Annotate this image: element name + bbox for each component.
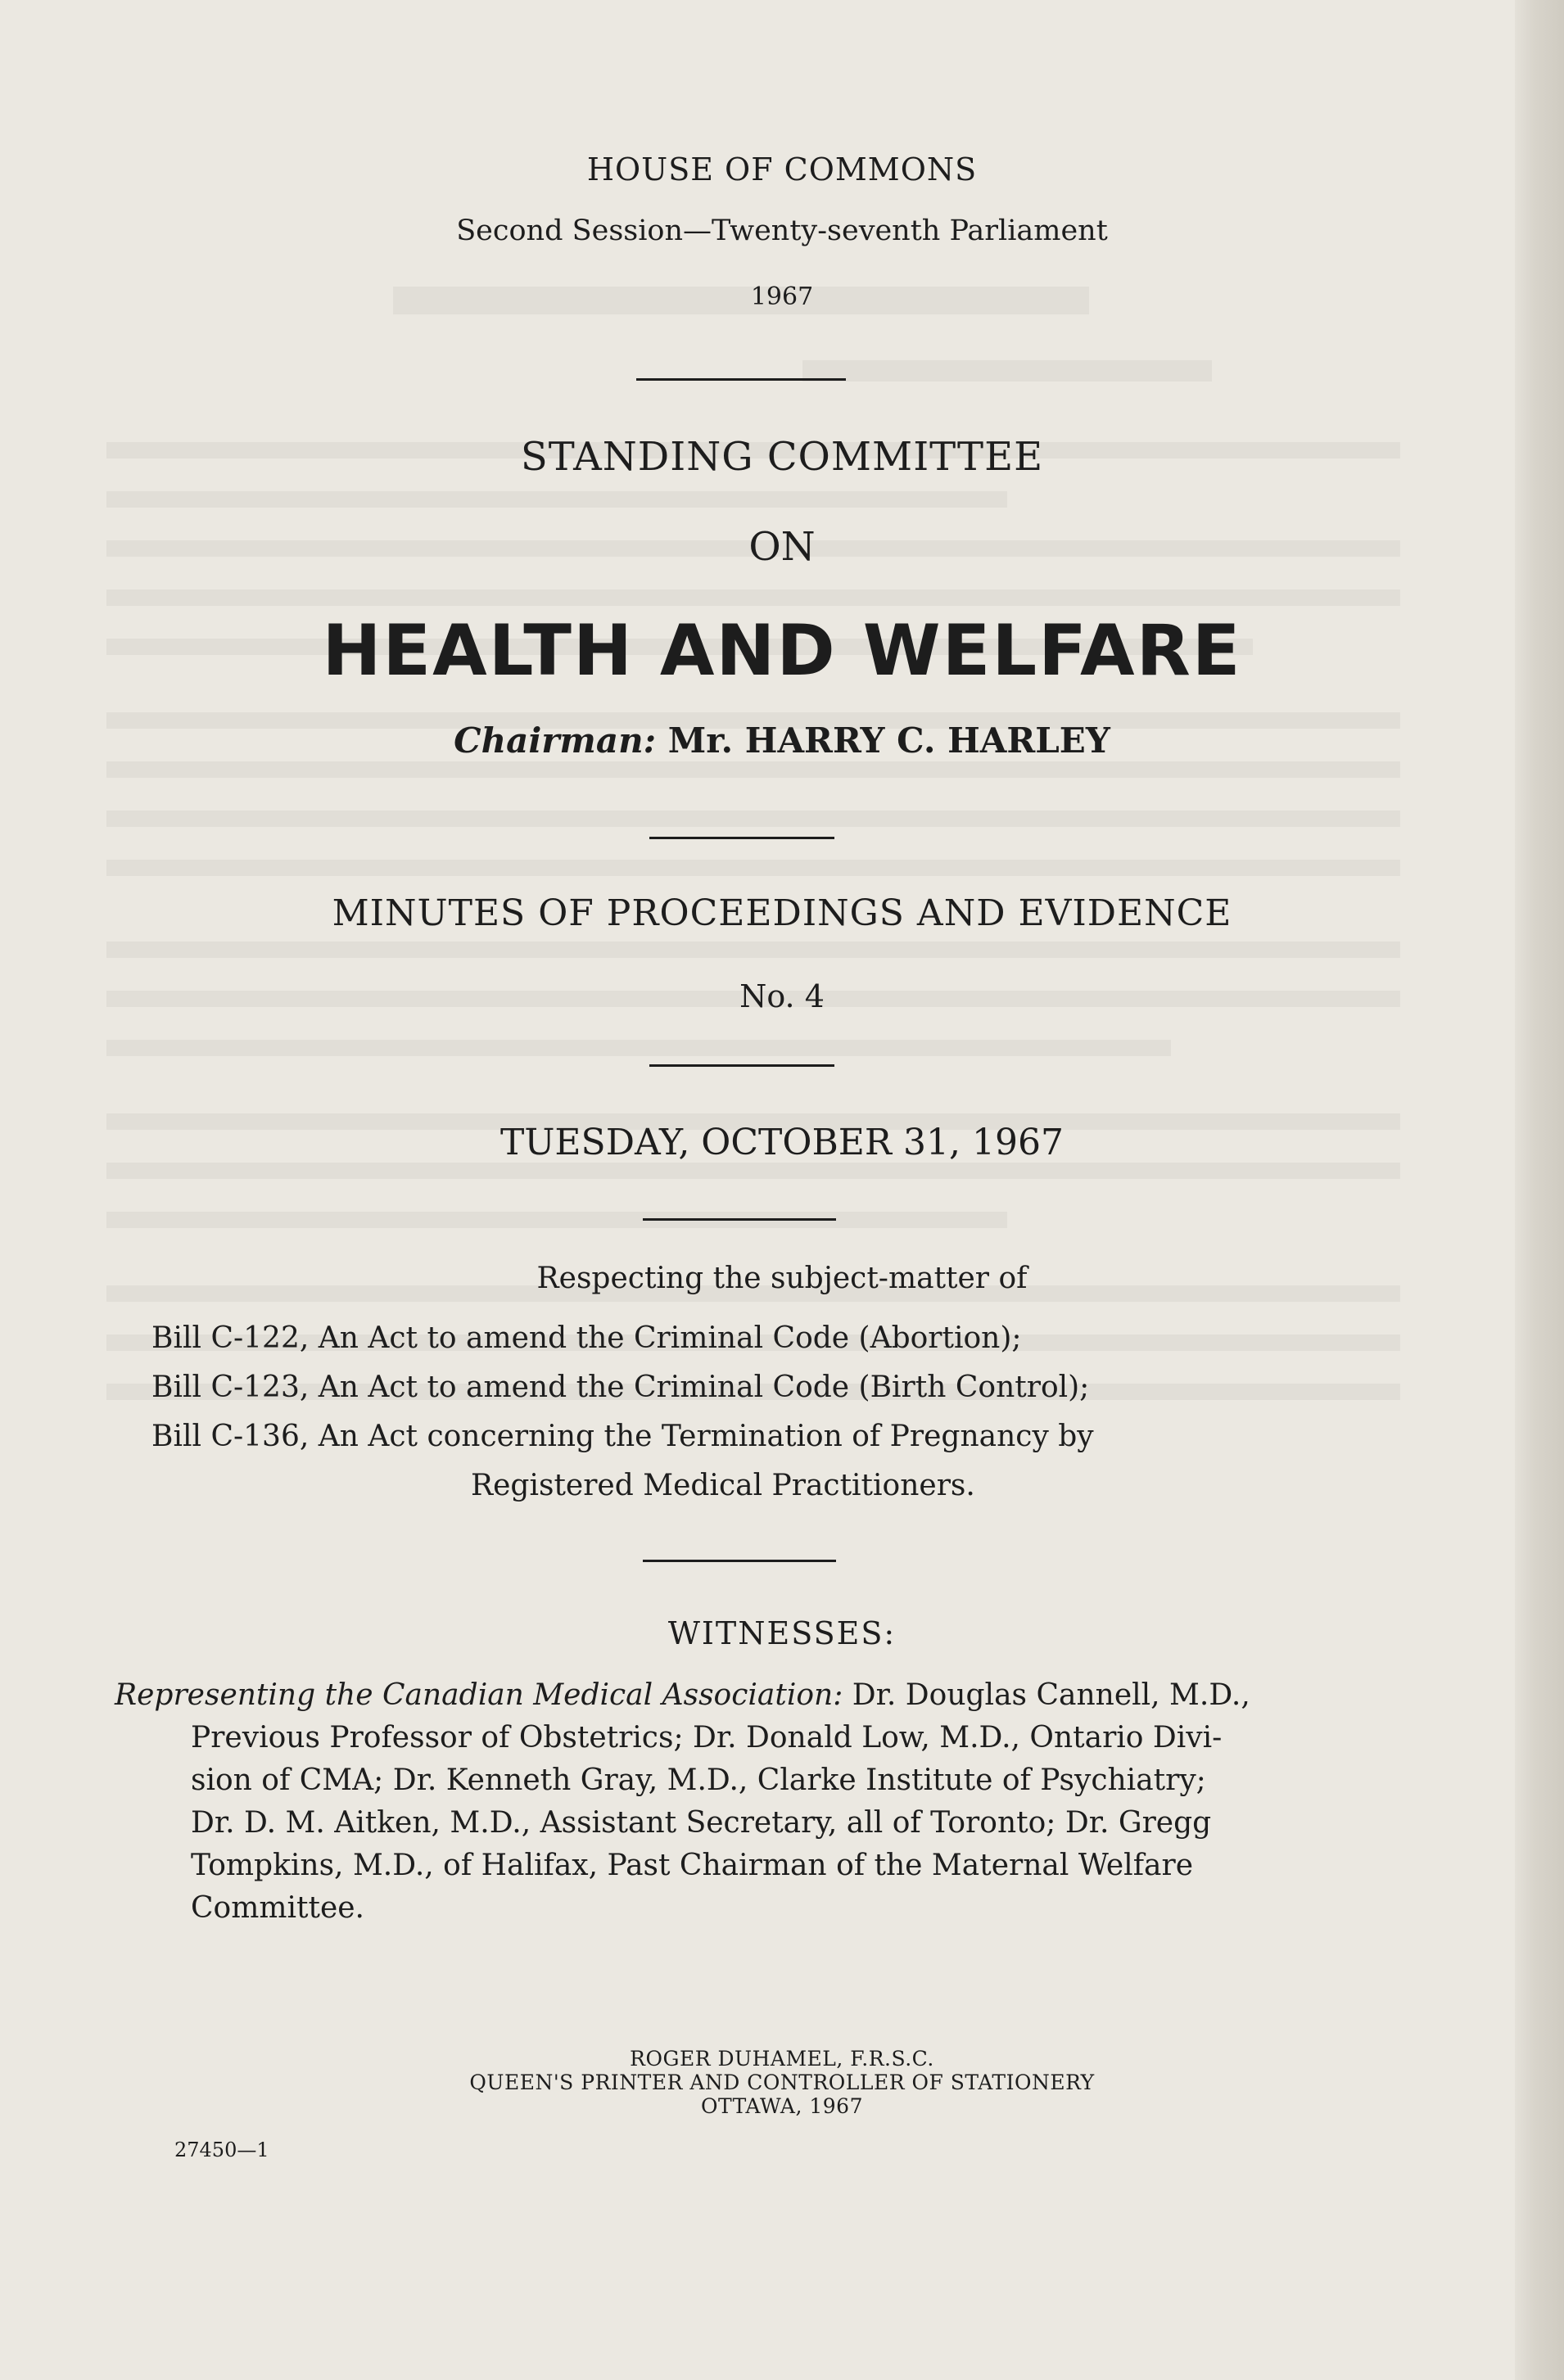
chairman-name: Mr. HARRY C. HARLEY xyxy=(667,720,1110,761)
printer-name: ROGER DUHAMEL, F.R.S.C. xyxy=(630,2047,934,2071)
bill-item: Bill C-136, An Act concerning the Termination of Pregnancy by xyxy=(151,1420,1094,1453)
chairman-line xyxy=(0,720,1564,761)
divider-rule xyxy=(643,1560,836,1562)
house-heading: HOUSE OF COMMONS xyxy=(586,151,978,187)
divider-rule xyxy=(643,1218,836,1221)
bill-item: Bill C-123, An Act to amend the Criminal Code (Birth Control); xyxy=(151,1371,1090,1404)
year-line: 1967 xyxy=(750,282,814,311)
witness-paragraph xyxy=(115,1674,1396,1930)
issue-number: No. 4 xyxy=(739,978,825,1014)
committee-on: ON xyxy=(748,524,816,570)
witness-line: Committee. xyxy=(191,1891,364,1925)
committee-type: STANDING COMMITTEE xyxy=(520,434,1044,480)
bills-list xyxy=(151,1314,1396,1511)
divider-rule xyxy=(649,837,834,839)
document-number: 27450—1 xyxy=(174,2138,269,2161)
committee-name: HEALTH AND WELFARE xyxy=(322,610,1242,692)
divider-rule xyxy=(649,1064,834,1067)
divider-rule xyxy=(636,378,846,381)
witness-line: sion of CMA; Dr. Kenneth Gray, M.D., Clarke Institute of Psychiatry; xyxy=(191,1764,1206,1797)
witness-line: Dr. D. M. Aitken, M.D., Assistant Secretary, all of Toronto; Dr. Gregg xyxy=(191,1806,1212,1840)
proceedings-title: MINUTES OF PROCEEDINGS AND EVIDENCE xyxy=(332,892,1232,934)
witness-text: Dr. Douglas Cannell, M.D., xyxy=(843,1678,1250,1712)
bill-item: Bill C-122, An Act to amend the Criminal Code (Abortion); xyxy=(151,1321,1022,1355)
witness-line: Tompkins, M.D., of Halifax, Past Chairman of the Maternal Welfare xyxy=(191,1849,1193,1882)
witnesses-heading: WITNESSES: xyxy=(667,1615,897,1651)
printer-title: QUEEN'S PRINTER AND CONTROLLER OF STATIONERY xyxy=(469,2071,1095,2094)
meeting-date: TUESDAY, OCTOBER 31, 1967 xyxy=(500,1122,1064,1163)
subject-intro: Respecting the subject-matter of xyxy=(536,1262,1028,1295)
bill-item-continuation: Registered Medical Practitioners. xyxy=(471,1469,975,1502)
chairman-label: Chairman: xyxy=(454,720,657,761)
session-line: Second Session—Twenty-seventh Parliament xyxy=(456,215,1108,247)
witness-line: Previous Professor of Obstetrics; Dr. Donald Low, M.D., Ontario Divi- xyxy=(191,1721,1223,1755)
witness-affiliation: Representing the Canadian Medical Association: xyxy=(115,1678,843,1712)
printer-place-year: OTTAWA, 1967 xyxy=(700,2094,863,2118)
witness-line xyxy=(115,1674,1396,1717)
page-edge xyxy=(1515,0,1564,2380)
